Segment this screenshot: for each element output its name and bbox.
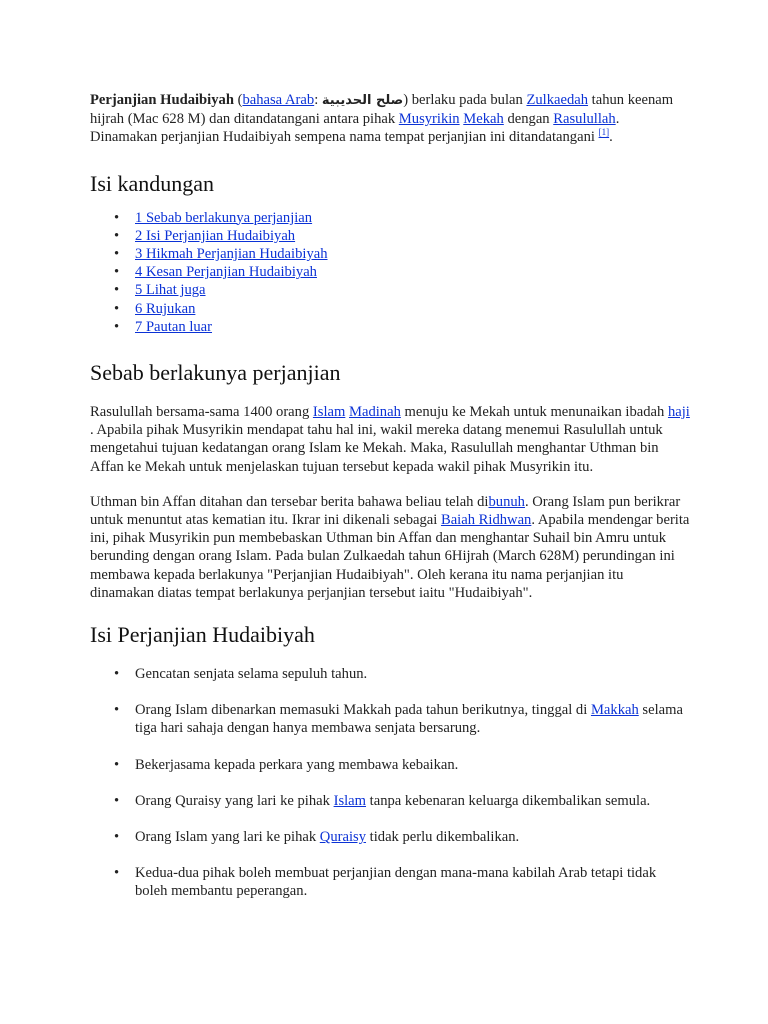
intro-text: ( bbox=[233, 92, 243, 108]
intro-text: . Dinamakan perjanjian Hudaibiyah sempena nama tempat perjanjian ini ditandatangani bbox=[90, 111, 620, 146]
intro-text: . bbox=[609, 129, 613, 146]
intro-text: : bbox=[314, 92, 322, 108]
link-haji[interactable]: haji bbox=[667, 404, 690, 421]
link-bahasa-arab[interactable]: bahasa Arab bbox=[242, 92, 315, 108]
toc-item bbox=[90, 281, 690, 299]
intro-paragraph bbox=[90, 91, 690, 147]
link-baiah-ridhwan[interactable]: Baiah Ridhwan bbox=[440, 512, 532, 529]
toc-item bbox=[90, 318, 690, 336]
sebab-paragraph-2 bbox=[90, 493, 690, 602]
toc-link-3[interactable]: 3 Hikmah Perjanjian Hudaibiyah bbox=[135, 246, 328, 263]
paragraph-text: . Apabila pihak Musyrikin mendapat tahu hal ini, wakil mereka datang menemui Rasulullah untuk mengetahui tujuan kedatangan orang Islam ke Mekah. Maka, Rasulullah menghantar Uthman bin Affan ke Mekah untuk menjelaskan tujuan tersebut kepada wakil pihak Musyrikin itu. bbox=[90, 422, 663, 475]
toc-link-5[interactable]: 5 Lihat juga bbox=[135, 282, 206, 299]
link-islam-2[interactable]: Islam bbox=[333, 792, 367, 809]
item-text: tidak perlu dikembalikan. bbox=[366, 829, 520, 846]
toc-heading: Isi kandungan bbox=[90, 170, 215, 196]
toc-link-2[interactable]: 2 Isi Perjanjian Hudaibiyah bbox=[135, 227, 296, 244]
link-musyrikin[interactable]: Musyrikin bbox=[398, 111, 460, 128]
link-rasulullah[interactable]: Rasulullah bbox=[553, 111, 616, 128]
item-text: tanpa kebenaran keluarga dikembalikan semula. bbox=[366, 792, 651, 809]
list-item: • Gencatan senjata selama sepuluh tahun. bbox=[90, 665, 690, 683]
link-mekah[interactable]: Mekah bbox=[463, 111, 504, 128]
toc-item bbox=[90, 227, 690, 245]
paragraph-text: Rasulullah bersama-sama 1400 orang bbox=[90, 404, 313, 421]
link-madinah[interactable]: Madinah bbox=[349, 404, 401, 421]
treaty-terms-list bbox=[90, 665, 690, 901]
item-text: Orang Quraisy yang lari ke pihak bbox=[135, 792, 334, 809]
intro-text: tahun keenam hijrah (Mac 628 M) dan ditandatangani antara pihak bbox=[90, 92, 674, 128]
sebab-paragraph-1 bbox=[90, 403, 690, 476]
list-item bbox=[90, 701, 690, 737]
section-heading-sebab: Sebab berlakunya perjanjian bbox=[90, 360, 341, 386]
toc-item bbox=[90, 300, 690, 318]
intro-title: Perjanjian Hudaibiyah bbox=[90, 92, 234, 108]
section-heading-isi: Isi Perjanjian Hudaibiyah bbox=[90, 622, 315, 648]
article-body bbox=[90, 91, 690, 919]
list-item bbox=[90, 828, 690, 846]
footnote-link[interactable]: [1] bbox=[598, 127, 610, 138]
link-bunuh[interactable]: bunuh bbox=[488, 493, 525, 510]
toc-link-4[interactable]: 4 Kesan Perjanjian Hudaibiyah bbox=[135, 264, 317, 281]
arabic-name: صلح الحديبية bbox=[321, 93, 404, 108]
link-zulkaedah[interactable]: Zulkaedah bbox=[526, 92, 589, 108]
link-makkah[interactable]: Makkah bbox=[590, 702, 639, 719]
paragraph-text: . Orang Islam pun berikrar untuk menuntut atas kematian itu. Ikrar ini dikenali sebagai bbox=[90, 493, 681, 529]
link-quraisy[interactable]: Quraisy bbox=[319, 829, 367, 846]
toc-link-1[interactable]: 1 Sebab berlakunya perjanjian bbox=[135, 209, 313, 226]
item-text: selama tiga hari sahaja dengan hanya membawa senjata bersarung. bbox=[135, 702, 683, 737]
toc-item bbox=[90, 209, 690, 227]
item-text: Orang Islam yang lari ke pihak bbox=[135, 829, 320, 846]
link-islam[interactable]: Islam bbox=[312, 404, 346, 421]
paragraph-text: Uthman bin Affan ditahan dan tersebar berita bahawa beliau telah di bbox=[90, 493, 489, 510]
list-item bbox=[90, 792, 690, 810]
toc-item bbox=[90, 263, 690, 281]
intro-text: dengan bbox=[503, 111, 554, 128]
table-of-contents bbox=[90, 209, 690, 336]
item-text: Orang Islam dibenarkan memasuki Makkah pada tahun berikutnya, tinggal di bbox=[135, 702, 591, 719]
intro-text: ) berlaku pada bulan bbox=[403, 92, 527, 108]
list-item: • Kedua-dua pihak boleh membuat perjanjian dengan mana-mana kabilah Arab tetapi tidak boleh membantu peperangan. bbox=[90, 864, 690, 900]
toc-item bbox=[90, 245, 690, 263]
toc-link-7[interactable]: 7 Pautan luar bbox=[135, 318, 213, 335]
paragraph-text: . Apabila mendengar berita ini, pihak Musyrikin pun membebaskan Uthman bin Affan dan menghantar Suhail bin Amru untuk berunding dengan orang Islam. Pada bulan Zulkaedah tahun 6Hijrah (March 628M) perundingan ini membawa kepada berlakunya "Perjanjian Hudaibiyah". Oleh kerana itu nama perjanjian itu dinamakan diatas tempat berlakunya perjanjian tersebut iaitu "Hudaibiyah". bbox=[90, 512, 690, 601]
list-item: • Bekerjasama kepada perkara yang membawa kebaikan. bbox=[90, 756, 690, 774]
toc-link-6[interactable]: 6 Rujukan bbox=[135, 300, 196, 317]
paragraph-text: menuju ke Mekah untuk menunaikan ibadah bbox=[400, 404, 668, 421]
